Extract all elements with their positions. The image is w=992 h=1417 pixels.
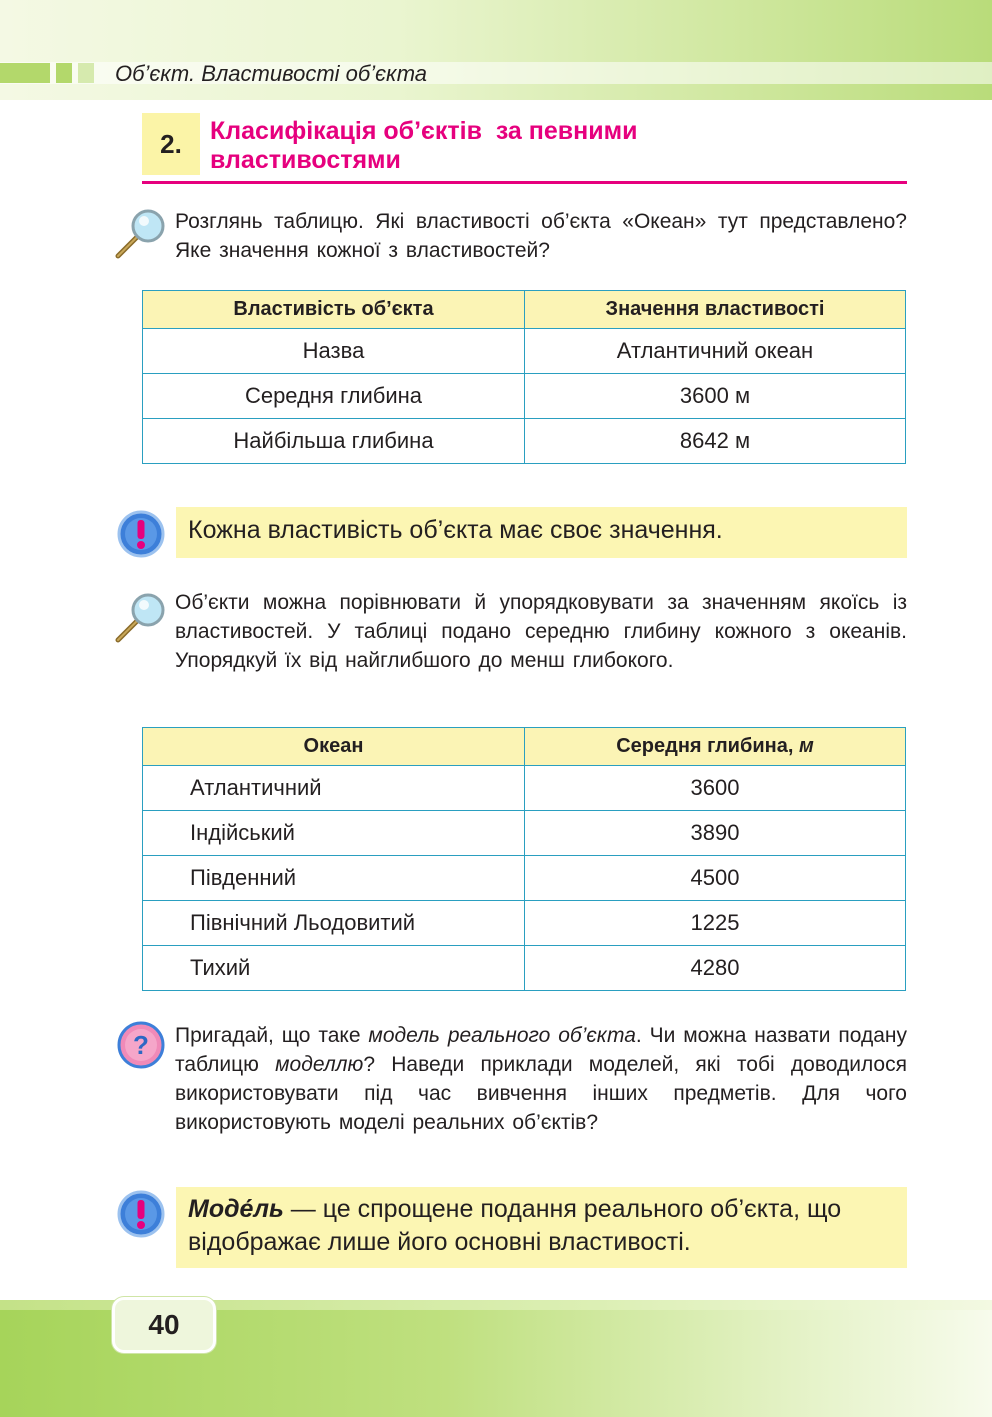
- question-part: Пригадай, що таке: [175, 1024, 369, 1047]
- table-cell: 4280: [525, 946, 906, 991]
- table-cell: Тихий: [143, 946, 525, 991]
- page-number: 40: [112, 1297, 216, 1353]
- table-header-cell: Властивість об’єкта: [143, 291, 525, 329]
- table-header-cell: Значення властивості: [525, 291, 906, 329]
- svg-text:?: ?: [133, 1030, 149, 1060]
- table-cell: Південний: [143, 856, 525, 901]
- header-blocks: [0, 63, 94, 83]
- definition-body: — це спрощене подання реального об’єкта, що відображає лише його основні властивості.: [188, 1195, 842, 1256]
- table-header-row: [143, 728, 906, 766]
- task1-text: Розглянь таблицю. Які властивості об’єкта «Океан» тут представлено? Яке значення кожної з властивостей?: [175, 210, 907, 262]
- header-depth-unit: м: [798, 735, 814, 757]
- table-cell: 4500: [525, 856, 906, 901]
- table-row: [143, 374, 906, 419]
- task2-text: Об’єкти можна порівнювати й упорядковувати за значенням якоїсь із властивостей. У таблиці подано середню глибину кожного з океанів. Упорядкуй їх від найглибшого до менш глибокого.: [175, 591, 907, 672]
- table-cell: Середня глибина: [143, 374, 525, 419]
- table-header-cell: Океан: [143, 728, 525, 766]
- section-number: 2.: [142, 113, 200, 175]
- table-cell: Індійський: [143, 811, 525, 856]
- table-row: [143, 901, 906, 946]
- note2-text: [188, 1193, 900, 1259]
- table-cell: 8642 м: [525, 419, 906, 464]
- table-row: [143, 766, 906, 811]
- table-cell: Атлантичний океан: [525, 329, 906, 374]
- question-icon: [116, 1020, 166, 1070]
- table-header-cell: [525, 728, 906, 766]
- table-cell: 1225: [525, 901, 906, 946]
- note1-text: Кожна властивість об’єкта має своє значення.: [188, 516, 723, 544]
- table-row: [143, 329, 906, 374]
- question-term-table: моделлю: [275, 1053, 364, 1076]
- header-block: [0, 63, 50, 83]
- table-cell: Північний Льодовитий: [143, 901, 525, 946]
- question-part: . Чи можна назвати подану таблицю: [175, 1024, 907, 1076]
- table-cell: 3600 м: [525, 374, 906, 419]
- header-block: [56, 63, 72, 83]
- running-title: Об’єкт. Властивості об’єкта: [115, 61, 428, 86]
- magnifier-icon: [112, 206, 168, 260]
- table-header-row: [143, 291, 906, 329]
- table-row: [143, 419, 906, 464]
- header-depth-label: Середня глибина,: [616, 735, 799, 757]
- question-term-model: модель реального об’єкта: [368, 1024, 636, 1047]
- properties-table: [142, 290, 906, 464]
- section-title-line2: властивостями: [210, 146, 401, 174]
- magnifier-icon: [112, 590, 168, 644]
- table-cell: Атлантичний: [143, 766, 525, 811]
- exclamation-icon: [116, 1189, 166, 1239]
- exclamation-icon: [116, 509, 166, 559]
- section-rule: [142, 181, 907, 184]
- table-cell: 3890: [525, 811, 906, 856]
- header-block: [78, 63, 94, 83]
- table-row: [143, 811, 906, 856]
- table-row: [143, 946, 906, 991]
- table-cell: 3600: [525, 766, 906, 811]
- question-text: [175, 1021, 907, 1137]
- definition-term: Моде́ль: [188, 1195, 284, 1223]
- table-cell: Назва: [143, 329, 525, 374]
- table-row: [143, 856, 906, 901]
- section-title: [210, 117, 830, 175]
- question-part: ? Наведи приклади моделей, які тобі доводилося використовувати під час вивчення інших предметів. Для чого використовують моделі реальних об’єктів?: [175, 1053, 907, 1134]
- table-cell: Найбільша глибина: [143, 419, 525, 464]
- section-title-line1: Класифікація об’єктів за певними: [210, 117, 638, 145]
- ocean-depth-table: [142, 727, 906, 991]
